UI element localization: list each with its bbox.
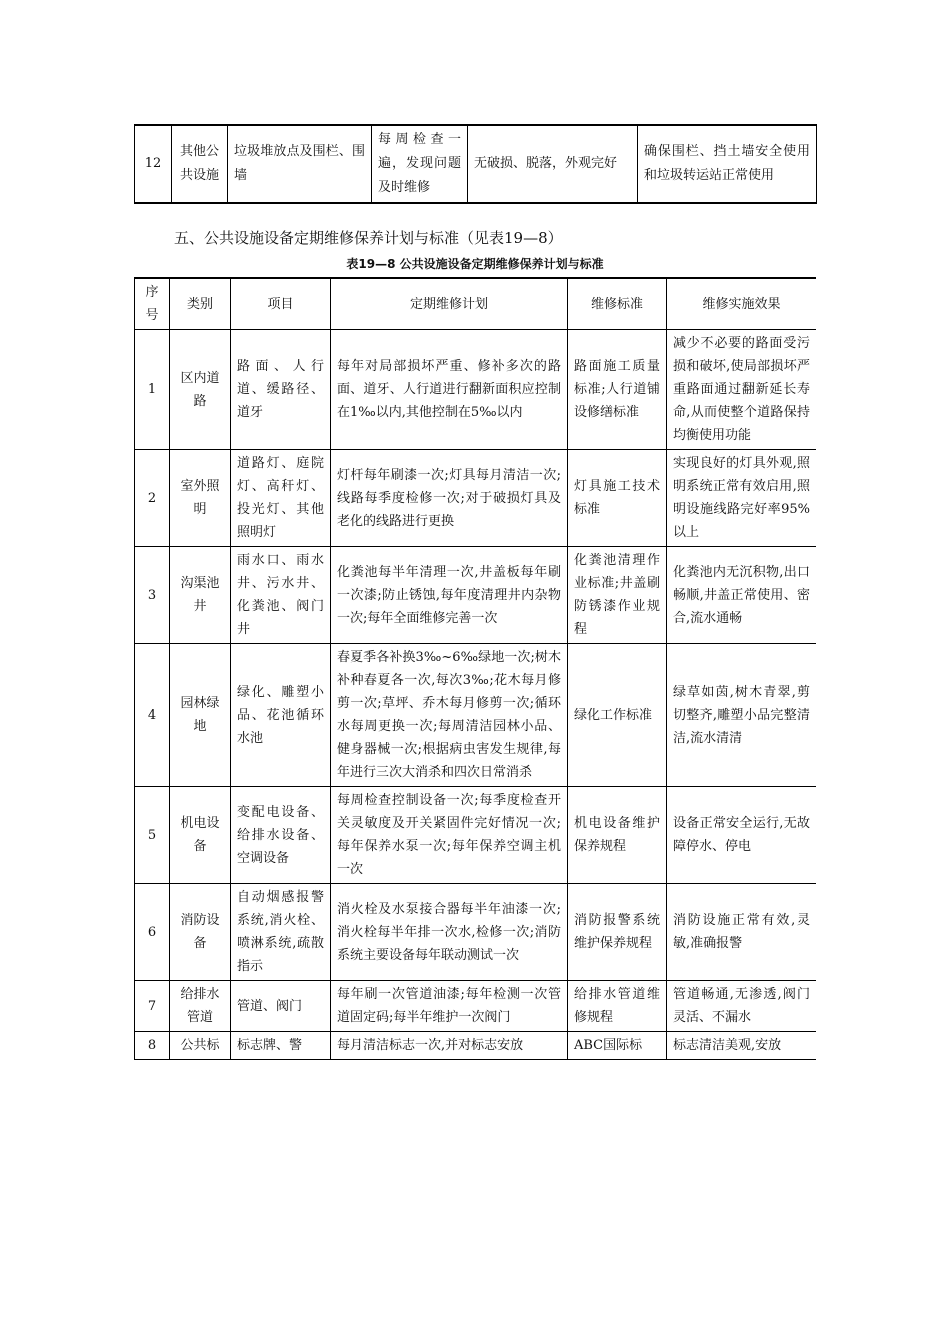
row-item: 标志牌、警 <box>231 1032 331 1060</box>
row-item: 绿化、雕塑小品、花池循环水池 <box>231 644 331 787</box>
row-index: 4 <box>135 644 170 787</box>
header-effect: 维修实施效果 <box>667 278 817 330</box>
row-item: 道路灯、庭院灯、高秆灯、投光灯、其他照明灯 <box>231 450 331 547</box>
top-table <box>134 124 817 204</box>
row-item: 自动烟感报警系统,消火栓、喷淋系统,疏散指示 <box>231 884 331 981</box>
row-standard: 给排水管道维修规程 <box>568 981 667 1032</box>
row-effect: 减少不必要的路面受污损和破坏,使局部损坏严重路面通过翻新延长寿命,从而使整个道路保持均衡使用功能 <box>667 330 817 450</box>
maintenance-table <box>134 277 816 1060</box>
row-category: 消防设备 <box>170 884 231 981</box>
header-category: 类别 <box>170 278 231 330</box>
header-plan: 定期维修计划 <box>331 278 568 330</box>
row-index: 1 <box>135 330 170 450</box>
row-plan: 每周检查控制设备一次;每季度检查开关灵敏度及开关紧固件完好情况一次;每年保养水泵一次;每年保养空调主机一次 <box>331 787 568 884</box>
table-caption: 表19—8 公共设施设备定期维修保养计划与标准 <box>346 257 604 271</box>
table-row <box>135 884 817 981</box>
row-index: 8 <box>135 1032 170 1060</box>
row-effect: 设备正常安全运行,无故障停水、停电 <box>667 787 817 884</box>
row-effect: 确保围栏、挡土墙安全使用和垃圾转运站正常使用 <box>638 125 817 203</box>
table-row <box>135 547 817 644</box>
row-index: 12 <box>135 125 172 203</box>
row-standard: 无破损、脱落，外观完好 <box>468 125 638 203</box>
section-heading: 五、公共设施设备定期维修保养计划与标准（见表19—8） <box>174 229 563 247</box>
row-item: 路面、人行道、缓路径、道牙 <box>231 330 331 450</box>
header-index: 序号 <box>135 278 170 330</box>
row-index: 2 <box>135 450 170 547</box>
row-index: 5 <box>135 787 170 884</box>
row-item: 垃圾堆放点及围栏、围墙 <box>228 125 372 203</box>
row-category: 室外照明 <box>170 450 231 547</box>
row-item: 变配电设备、给排水设备、空调设备 <box>231 787 331 884</box>
row-effect: 化粪池内无沉积物,出口畅顺,井盖正常使用、密合,流水通畅 <box>667 547 817 644</box>
table-row <box>135 981 817 1032</box>
row-index: 7 <box>135 981 170 1032</box>
row-item: 雨水口、雨水井、污水井、化粪池、阀门井 <box>231 547 331 644</box>
header-item: 项目 <box>231 278 331 330</box>
row-plan: 每年对局部损坏严重、修补多次的路面、道牙、人行道进行翻新面积应控制在1‰以内,其他控制在5‰以内 <box>331 330 568 450</box>
row-standard: 绿化工作标准 <box>568 644 667 787</box>
row-index: 3 <box>135 547 170 644</box>
table-header-row <box>135 278 817 330</box>
row-standard: 灯具施工技术标准 <box>568 450 667 547</box>
row-plan: 每月清洁标志一次,并对标志安放 <box>331 1032 568 1060</box>
row-standard: 消防报警系统维护保养规程 <box>568 884 667 981</box>
row-plan: 春夏季各补换3‰~6‰绿地一次;树木补种春夏各一次,每次3‰;花木每月修剪一次;草坪、乔木每月修剪一次;循环水每周更换一次;每周清洁园林小品、健身器械一次;根据病虫害发生规律,每年进行三次大消杀和四次日常消杀 <box>331 644 568 787</box>
row-category: 机电设备 <box>170 787 231 884</box>
row-effect: 实现良好的灯具外观,照明系统正常有效启用,照明设施线路完好率95%以上 <box>667 450 817 547</box>
row-plan: 每周检查一遍，发现问题及时维修 <box>372 125 468 203</box>
row-standard: 机电设备维护保养规程 <box>568 787 667 884</box>
table-row <box>135 1032 817 1060</box>
table-row <box>135 330 817 450</box>
row-effect: 管道畅通,无渗透,阀门灵活、不漏水 <box>667 981 817 1032</box>
row-category: 园林绿地 <box>170 644 231 787</box>
table-row <box>135 125 817 203</box>
row-item: 管道、阀门 <box>231 981 331 1032</box>
main-table-viewport <box>134 277 816 1210</box>
row-effect: 绿草如茵,树木青翠,剪切整齐,雕塑小品完整清洁,流水清清 <box>667 644 817 787</box>
row-effect: 标志清洁美观,安放 <box>667 1032 817 1060</box>
row-plan: 每年刷一次管道油漆;每年检测一次管道固定码;每半年维护一次阀门 <box>331 981 568 1032</box>
row-category: 公共标 <box>170 1032 231 1060</box>
row-category: 沟渠池井 <box>170 547 231 644</box>
row-plan: 化粪池每半年清理一次,井盖板每年刷一次漆;防止锈蚀,每年度清理井内杂物一次;每年全面维修完善一次 <box>331 547 568 644</box>
row-category: 区内道路 <box>170 330 231 450</box>
row-index: 6 <box>135 884 170 981</box>
row-category: 其他公共设施 <box>172 125 228 203</box>
row-plan: 消火栓及水泵接合器每半年油漆一次;消火栓每半年排一次水,检修一次;消防系统主要设备每年联动测试一次 <box>331 884 568 981</box>
row-category: 给排水管道 <box>170 981 231 1032</box>
header-standard: 维修标准 <box>568 278 667 330</box>
row-standard: 路面施工质量标准;人行道铺设修缮标准 <box>568 330 667 450</box>
row-standard: ABC国际标 <box>568 1032 667 1060</box>
table-row <box>135 644 817 787</box>
row-effect: 消防设施正常有效,灵敏,准确报警 <box>667 884 817 981</box>
row-plan: 灯杆每年刷漆一次;灯具每月清洁一次;线路每季度检修一次;对于破损灯具及老化的线路进行更换 <box>331 450 568 547</box>
table-row <box>135 450 817 547</box>
row-standard: 化粪池清理作业标准;井盖刷防锈漆作业规程 <box>568 547 667 644</box>
table-row <box>135 787 817 884</box>
